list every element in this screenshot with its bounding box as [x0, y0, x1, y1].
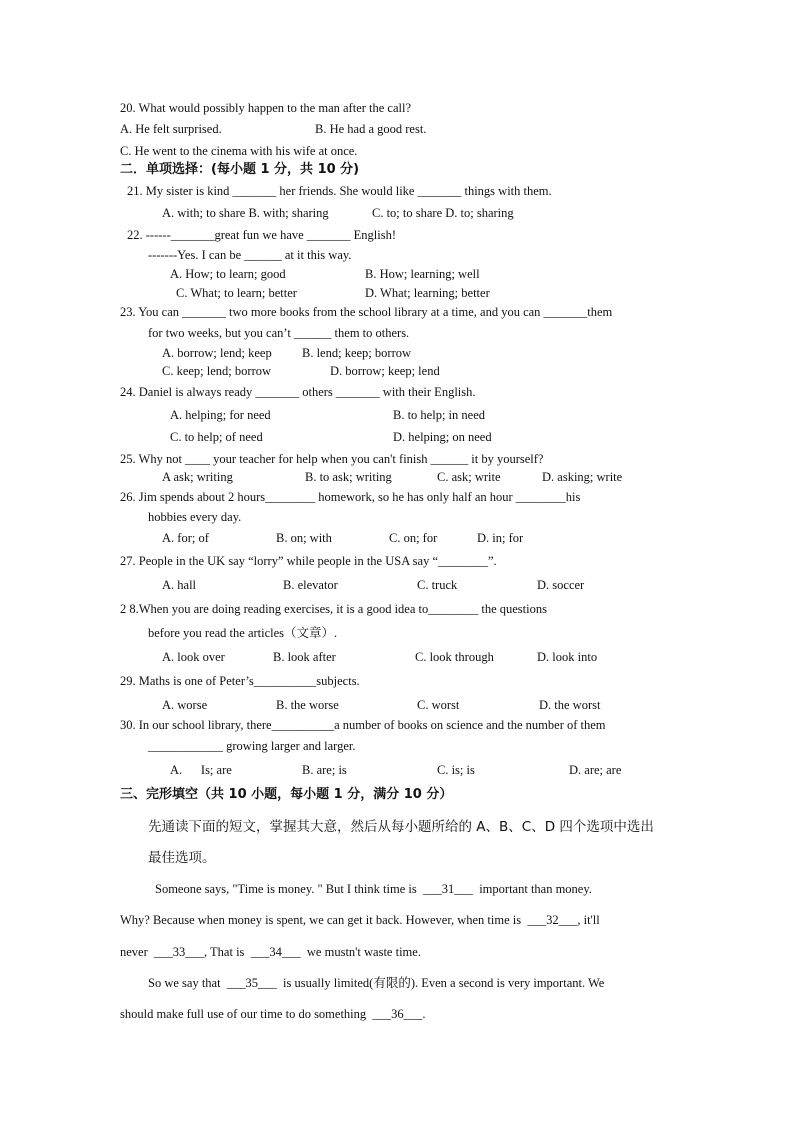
q20-option-a: A. He felt surprised. [120, 122, 222, 136]
q29-option-a: A. worse [162, 698, 208, 712]
q20-option-c: C. He went to the cinema with his wife at once. [120, 144, 358, 158]
q30-option-d: D. are; are [569, 763, 622, 777]
q28-stem-line1: 2 8.When you are doing reading exercises, it is a good idea to________ the questions [120, 602, 547, 616]
q23-stem-line1: 23. You can _______ two more books from the school library at a time, and you can _______them [120, 305, 613, 319]
q30-stem-line2: ____________ growing larger and larger. [148, 739, 356, 753]
q25-stem: 25. Why not ____ your teacher for help when you can't finish ______ it by yourself? [120, 452, 544, 466]
q22-reply: -------Yes. I can be ______ at it this way. [148, 248, 352, 262]
q29-stem: 29. Maths is one of Peter’s__________subjects. [120, 674, 360, 688]
q24-option-a: A. helping; for need [170, 408, 271, 422]
q30-option-c: C. is; is [437, 763, 475, 777]
q26-option-a: A. for; of [162, 531, 209, 545]
passage-line2: Why? Because when money is spent, we can get it back. However, when time is ___32___, it'll [120, 913, 600, 927]
q26-stem-line2: hobbies every day. [148, 510, 242, 524]
q30-option-b: B. are; is [302, 763, 347, 777]
q23-stem-line2: for two weeks, but you can’t ______ them to others. [148, 326, 410, 340]
q22-stem: 22. ------_______great fun we have _______ English! [127, 228, 397, 242]
q23-option-d: D. borrow; keep; lend [330, 364, 440, 378]
q23-option-a: A. borrow; lend; keep [162, 346, 272, 360]
q20-stem: 20. What would possibly happen to the man after the call? [120, 101, 412, 115]
q26-option-c: C. on; for [389, 531, 438, 545]
q27-option-d: D. soccer [537, 578, 585, 592]
q21-options-cd: C. to; to share D. to; sharing [372, 206, 514, 220]
passage-line1: Someone says, "Time is money. " But I think time is ___31___ important than money. [155, 882, 592, 896]
q22-option-d: D. What; learning; better [365, 286, 490, 300]
q22-option-c: C. What; to learn; better [176, 286, 297, 300]
q26-option-d: D. in; for [477, 531, 524, 545]
q26-stem-line1: 26. Jim spends about 2 hours________ homework, so he has only half an hour ________his [120, 490, 581, 504]
q25-option-b: B. to ask; writing [305, 470, 392, 484]
q22-option-a: A. How; to learn; good [170, 267, 286, 281]
section3-instruction-line2: 最佳选项。 [148, 850, 216, 866]
passage-line4: So we say that ___35___ is usually limited(有限的). Even a second is very important. We [148, 976, 605, 990]
q28-stem-line2: before you read the articles（文章）. [148, 626, 338, 640]
q24-option-b: B. to help; in need [393, 408, 485, 422]
q24-option-c: C. to help; of need [170, 430, 263, 444]
q30-option-a: A. Is; are [170, 763, 232, 777]
q28-option-b: B. look after [273, 650, 336, 664]
q25-option-d: D. asking; write [542, 470, 623, 484]
q24-option-d: D. helping; on need [393, 430, 492, 444]
q27-option-c: C. truck [417, 578, 458, 592]
q21-options-ab: A. with; to share B. with; sharing [162, 206, 329, 220]
passage-line3: never ___33___, That is ___34___ we mustn't waste time. [120, 945, 421, 959]
section2-heading: 二．单项选择：(每小题 1 分，共 10 分) [120, 162, 360, 177]
q28-option-a: A. look over [162, 650, 225, 664]
q29-option-c: C. worst [417, 698, 460, 712]
q27-option-a: A. hall [162, 578, 197, 592]
q30-stem-line1: 30. In our school library, there__________a number of books on science and the number of them [120, 718, 606, 732]
q22-option-b: B. How; learning; well [365, 267, 480, 281]
q27-option-b: B. elevator [283, 578, 338, 592]
q23-option-b: B. lend; keep; borrow [302, 346, 412, 360]
q20-option-b: B. He had a good rest. [315, 122, 427, 136]
q21-stem: 21. My sister is kind _______ her friends. She would like _______ things with them. [127, 184, 552, 198]
q25-option-a: A ask; writing [162, 470, 233, 484]
q24-stem: 24. Daniel is always ready _______ others _______ with their English. [120, 385, 476, 399]
q28-option-c: C. look through [415, 650, 494, 664]
section3-instruction-line1: 先通读下面的短文，掌握其大意，然后从每小题所给的 A、B、C、D 四个选项中选出 [148, 819, 654, 835]
section3-heading: 三、完形填空（共 10 小题，每小题 1 分，满分 10 分） [120, 787, 453, 802]
q25-option-c: C. ask; write [437, 470, 501, 484]
q27-stem: 27. People in the UK say “lorry” while people in the USA say “________”. [120, 554, 497, 568]
q23-option-c: C. keep; lend; borrow [162, 364, 272, 378]
q29-option-b: B. the worse [276, 698, 339, 712]
q29-option-d: D. the worst [539, 698, 601, 712]
q28-option-d: D. look into [537, 650, 598, 664]
passage-line5: should make full use of our time to do something ___36___. [120, 1007, 426, 1021]
q26-option-b: B. on; with [276, 531, 332, 545]
